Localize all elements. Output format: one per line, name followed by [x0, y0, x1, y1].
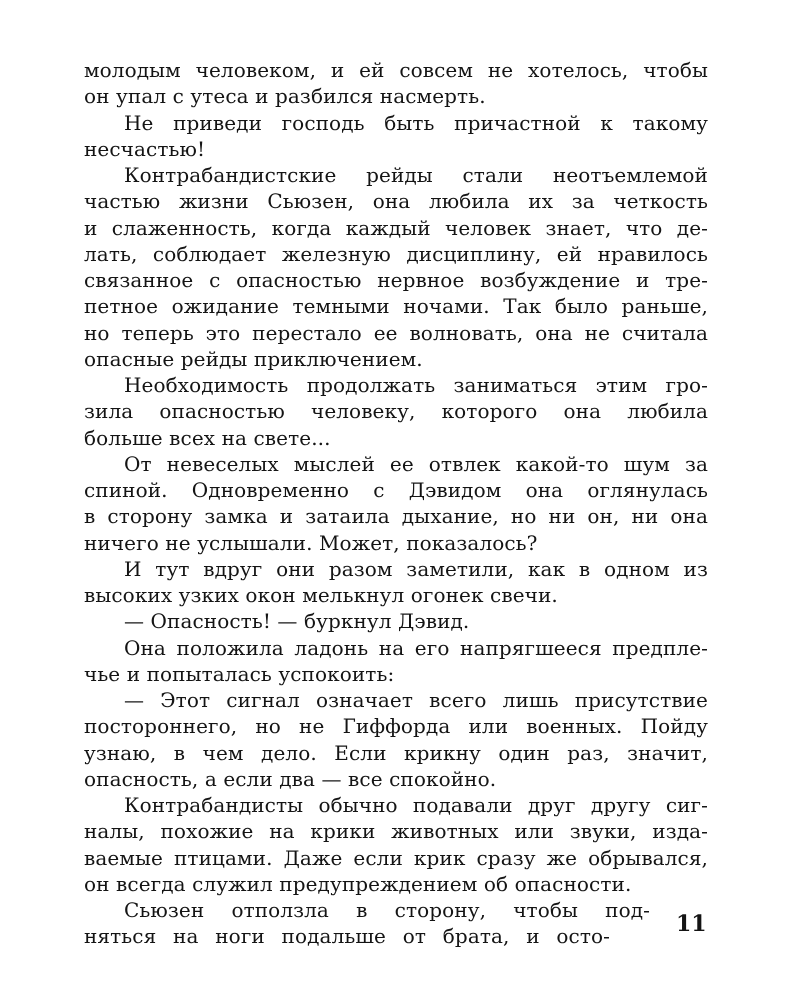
text-line: молодым человеком, и ей совсем не хотелось, чтобы [84, 58, 708, 82]
text-line: опасные рейды приключением. [84, 346, 423, 371]
text-line: чье и попыталась успокоить: [84, 661, 395, 686]
text-line: От невеселых мыслей ее отвлек какой-то шум за [124, 451, 708, 476]
text-line: спиной. Одновременно с Дэвидом она оглянулась [84, 478, 708, 502]
text-line: Сьюзен отползла в сторону, чтобы под- [124, 898, 650, 922]
text-line: связанное с опасностью нервное возбуждение и тре- [84, 268, 708, 292]
text-line: Она положила ладонь на его напрягшееся предпле- [124, 635, 708, 660]
text-line: ваемые птицами. Даже если крик сразу же обрывался, [84, 845, 708, 870]
text-line: — Опасность! — буркнул Дэвид. [124, 609, 470, 634]
text-line: Необходимость продолжать заниматься этим гро- [124, 373, 708, 397]
text-line: петное ожидание темными ночами. Так было раньше, [84, 294, 708, 319]
text-line: и слаженность, когда каждый человек знает, что де- [84, 215, 708, 240]
text-line: — Этот сигнал означает всего лишь присутствие [124, 688, 708, 712]
text-line: Контрабандистские рейды стали неотъемлемой [124, 163, 708, 187]
text-line: опасность, а если два — все спокойно. [84, 766, 497, 791]
page-number: 11 [676, 911, 707, 937]
text-line: высоких узких окон мелькнул огонек свечи. [84, 583, 558, 607]
text-line: няться на ноги подальше от брата, и осто- [84, 924, 610, 949]
text-line: налы, похожие на крики животных или звуки, изда- [84, 819, 708, 844]
text-line: ничего не услышали. Может, показалось? [84, 530, 538, 555]
text-line: постороннего, но не Гиффорда или военных. Пойду [84, 714, 708, 739]
text-line: лать, соблюдает железную дисциплину, ей нравилось [84, 241, 708, 266]
text-line: он всегда служил предупреждением об опасности. [84, 871, 632, 896]
text-line: зила опасностью человеку, которого она любила [84, 399, 708, 424]
text-line: частью жизни Сьюзен, она любила их за четкость [84, 189, 708, 214]
text-line: он упал с утеса и разбился насмерть. [84, 84, 486, 109]
text-line: Не приведи господь быть причастной к такому [124, 110, 708, 135]
text-line: несчастью! [84, 136, 206, 161]
text-line: узнаю, в чем дело. Если крикну один раз, значит, [84, 740, 708, 765]
text-line: Контрабандисты обычно подавали друг другу сиг- [124, 793, 708, 817]
text-line: больше всех на свете... [84, 425, 331, 450]
text-line: И тут вдруг они разом заметили, как в одном из [124, 556, 708, 581]
body-text [84, 57, 708, 950]
text-line: в сторону замка и затаила дыхание, но ни он, ни она [84, 504, 708, 529]
text-line: но теперь это перестало ее волновать, она не считала [84, 320, 708, 345]
